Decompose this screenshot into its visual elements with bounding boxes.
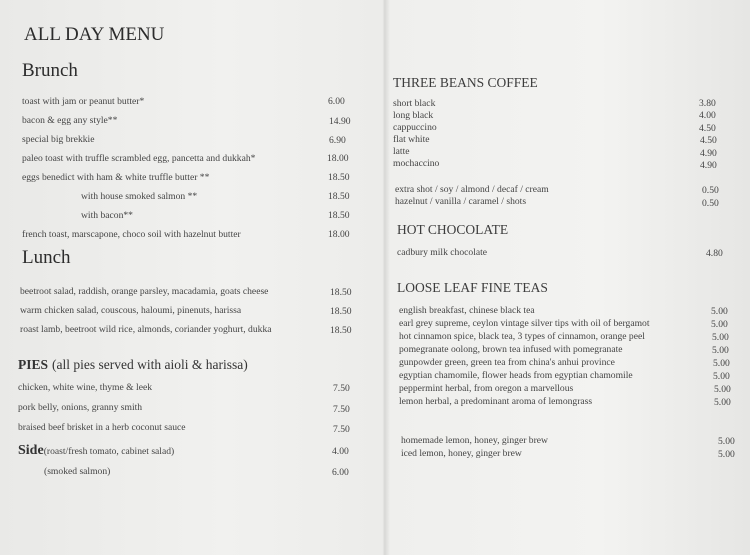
menu-item-name: with house smoked salmon **: [81, 191, 198, 202]
menu-item-name: braised beef brisket in a herb coconut sauce: [18, 422, 186, 433]
menu-item-name: cadbury milk chocolate: [397, 247, 488, 258]
pies-heading-row: [18, 356, 248, 374]
menu-item-name: short black: [393, 98, 436, 109]
side-extra-price: 6.00: [332, 467, 349, 478]
menu-item-price: 0.50: [702, 185, 719, 196]
menu-item-name: cappuccino: [393, 122, 437, 133]
menu-item-price: 18.00: [328, 229, 350, 240]
menu-item-name: lemon herbal, a predominant aroma of lemongrass: [399, 396, 593, 407]
side-desc: (roast/fresh tomato, cabinet salad): [43, 446, 175, 457]
menu-item-name: earl grey supreme, ceylon vintage silver tips with oil of bergamot: [399, 318, 650, 329]
menu-item-price: 14.90: [329, 116, 351, 127]
menu-item-price: 5.00: [713, 371, 730, 382]
menu-item-name: homemade lemon, honey, ginger brew: [401, 435, 548, 446]
menu-item-name: peppermint herbal, from oregon a marvellous: [399, 383, 574, 394]
menu-item-name: iced lemon, honey, ginger brew: [401, 448, 522, 459]
menu-item-price: 5.00: [714, 384, 731, 395]
menu-item-name: bacon & egg any style**: [22, 115, 118, 126]
menu-title: ALL DAY MENU: [24, 24, 165, 45]
menu-item-price: 18.50: [328, 210, 350, 221]
menu-item-price: 6.90: [329, 135, 346, 146]
menu-item-price: 18.50: [328, 191, 350, 202]
menu-item-price: 18.00: [327, 153, 349, 164]
menu-item-name: latte: [393, 146, 410, 157]
menu-item-price: 5.00: [718, 436, 735, 447]
lunch-heading: Lunch: [22, 247, 71, 268]
menu-item-price: 7.50: [333, 424, 350, 435]
menu-item-price: 7.50: [333, 404, 350, 415]
menu-item-name: flat white: [393, 134, 430, 145]
chocolate-heading: HOT CHOCOLATE: [397, 222, 509, 237]
menu-item-price: 5.00: [714, 397, 731, 408]
menu-item-price: 5.00: [713, 358, 730, 369]
menu-item-price: 18.50: [330, 287, 352, 298]
menu-item-name: paleo toast with truffle scrambled egg, pancetta and dukkah*: [22, 153, 256, 164]
side-extra: (smoked salmon): [44, 466, 111, 477]
menu-item-name: egyptian chamomile, flower heads from egyptian chamomile: [399, 370, 633, 381]
menu-item-price: 5.00: [711, 319, 728, 330]
menu-item-price: 4.80: [706, 248, 723, 259]
menu-item-name: chicken, white wine, thyme & leek: [18, 382, 153, 393]
menu-item-price: 4.50: [699, 123, 716, 134]
menu-item-price: 5.00: [711, 306, 728, 317]
menu-item-price: 7.50: [333, 383, 350, 394]
menu-item-name: toast with jam or peanut butter*: [22, 96, 145, 107]
menu-item-name: roast lamb, beetroot wild rice, almonds, coriander yoghurt, dukka: [20, 324, 272, 335]
menu-item-price: 4.90: [700, 148, 717, 159]
menu-item-price: 5.00: [718, 449, 735, 460]
menu-item-name: hazelnut / vanilla / caramel / shots: [395, 196, 527, 207]
pies-heading: PIES: [18, 357, 49, 372]
menu-item-price: 5.00: [712, 332, 729, 343]
side-label: Side: [18, 443, 44, 458]
menu-item-name: mochaccino: [393, 158, 440, 169]
menu-item-name: english breakfast, chinese black tea: [399, 305, 535, 316]
menu-item-price: 18.50: [330, 306, 352, 317]
menu-item-price: 4.00: [699, 110, 716, 121]
menu-item-name: extra shot / soy / almond / decaf / cream: [395, 184, 549, 195]
pies-note: (all pies served with aioli & harissa): [52, 357, 248, 372]
menu-item-price: 0.50: [702, 198, 719, 209]
menu-item-price: 18.50: [330, 325, 352, 336]
teas-heading: LOOSE LEAF FINE TEAS: [397, 280, 548, 295]
menu-item-name: warm chicken salad, couscous, haloumi, pinenuts, harissa: [20, 305, 242, 316]
menu-item-price: 5.00: [712, 345, 729, 356]
menu-item-name: pork belly, onions, granny smith: [18, 402, 143, 413]
menu-item-name: gunpowder green, green tea from china's anhui province: [399, 357, 615, 368]
coffee-heading: THREE BEANS COFFEE: [393, 75, 538, 90]
brunch-heading: Brunch: [22, 60, 78, 81]
side-price: 4.00: [332, 446, 349, 457]
menu-item-price: 4.90: [700, 160, 717, 171]
menu-item-name: long black: [393, 110, 434, 121]
menu-item-name: beetroot salad, raddish, orange parsley, macadamia, goats cheese: [20, 286, 269, 297]
menu-item-name: french toast, marscapone, choco soil with hazelnut butter: [22, 229, 241, 240]
menu-item-name: hot cinnamon spice, black tea, 3 types of cinnamon, orange peel: [399, 331, 645, 342]
menu-item-price: 18.50: [328, 172, 350, 183]
menu-item-price: 6.00: [328, 96, 345, 107]
side-row: [18, 441, 174, 459]
menu-item-name: pomegranate oolong, brown tea infused with pomegranate: [399, 344, 623, 355]
menu-item-name: eggs benedict with ham & white truffle butter **: [22, 172, 210, 183]
menu-item-name: with bacon**: [81, 210, 133, 221]
menu-item-name: special big brekkie: [22, 134, 95, 145]
menu-item-price: 4.50: [700, 135, 717, 146]
menu-item-price: 3.80: [699, 98, 716, 109]
